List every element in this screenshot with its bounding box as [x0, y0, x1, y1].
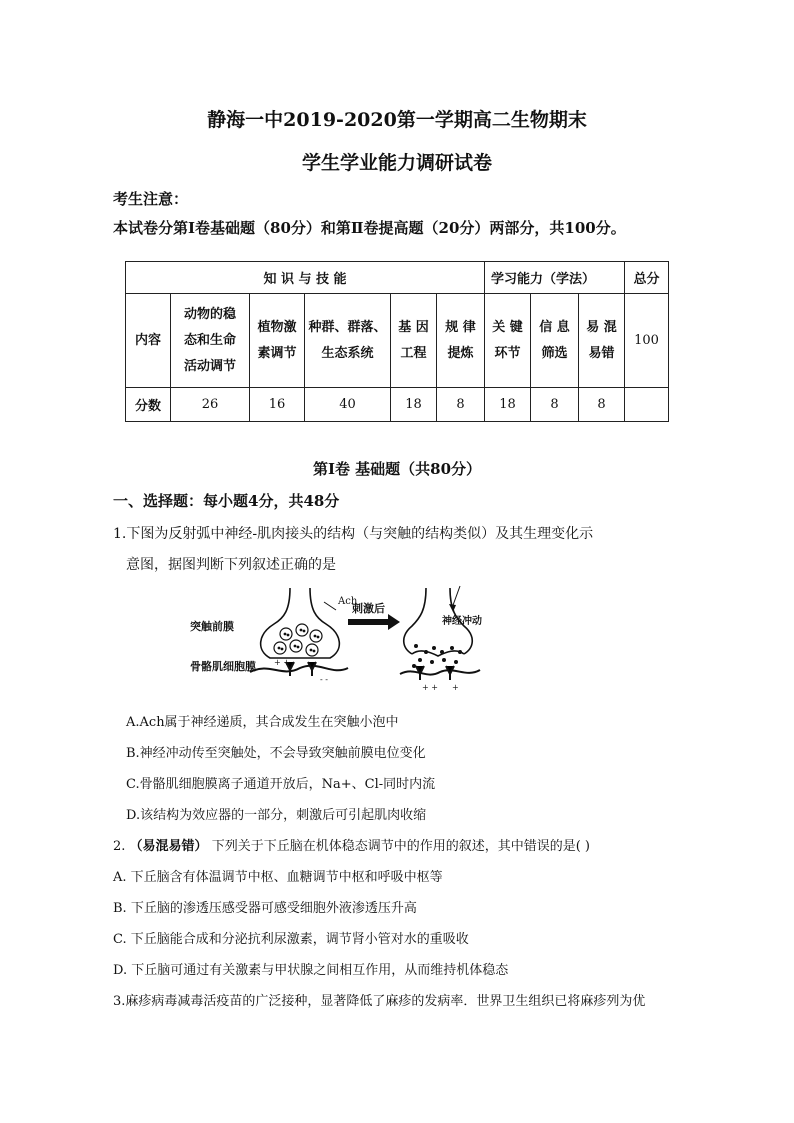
q3-stem-line1: 3.麻疹病毒减毒活疫苗的广泛接种，显著降低了麻疹的发病率．世界卫生组织已将麻疹列为优: [113, 994, 646, 1009]
col-gene-engineering: 基 因 工程: [391, 294, 437, 388]
figure-label-stimulus: 刺激后: [352, 602, 385, 615]
notice-text: 本试卷分第Ⅰ卷基础题（80分）和第Ⅱ卷提高题（20分）两部分，共100分。: [113, 219, 626, 237]
score-cell-empty: [625, 388, 669, 422]
choice-part-heading: 一、选择题：每小题4分，共48分: [113, 492, 340, 510]
section1-heading: 第Ⅰ卷 基础题（共80分）: [312, 460, 482, 478]
header-learning-ability: 学习能力（学法）: [485, 262, 625, 294]
col-ecosystem: 种群、群落、 生态系统: [305, 294, 391, 388]
exam-title-line1: 静海一中2019-2020第一学期高二生物期末: [207, 109, 587, 131]
q1-option-c: C.骨骼肌细胞膜离子通道开放后，Na+、Cl-同时内流: [126, 777, 436, 792]
score-cell: 8: [579, 388, 625, 422]
row-label-content: 内容: [126, 294, 171, 388]
exam-title-line2: 学生学业能力调研试卷: [301, 152, 492, 174]
score-cell: 8: [531, 388, 579, 422]
score-cell: 18: [485, 388, 531, 422]
q1-option-d: D.该结构为效应器的一部分，刺激后可引起肌肉收缩: [126, 808, 427, 823]
q2-option-c: C. 下丘脑能合成和分泌抗利尿激素，调节肾小管对水的重吸收: [113, 932, 469, 947]
col-pattern-extraction: 规 律 提炼: [437, 294, 485, 388]
col-plant-hormone: 植物激 素调节: [250, 294, 305, 388]
figure-label-impulse: 神经冲动: [442, 616, 482, 627]
col-confusable: 易 混 易错: [579, 294, 625, 388]
q1-stem-line1: 1.下图为反射弧中神经-肌肉接头的结构（与突触的结构类似）及其生理变化示: [113, 526, 594, 542]
row-label-score: 分数: [126, 388, 171, 422]
score-cell: 8: [437, 388, 485, 422]
figure-label-presynaptic: 突触前膜: [190, 620, 234, 633]
figure-label-muscle-membrane: 骨骼肌细胞膜: [190, 660, 256, 673]
score-distribution-table: [125, 261, 669, 422]
q2-stem: 2. （易混易错） 下列关于下丘脑在机体稳态调节中的作用的叙述，其中错误的是( ): [113, 839, 590, 854]
svg-text:+ +: + +: [422, 683, 438, 692]
svg-text:- -: - -: [320, 675, 328, 684]
q2-option-a: A. 下丘脑含有体温调节中枢、血糖调节中枢和呼吸中枢等: [113, 870, 443, 885]
notice-label: 考生注意：: [113, 190, 189, 208]
col-key-steps: 关 键 环节: [485, 294, 531, 388]
score-cell: 40: [305, 388, 391, 422]
q2-option-b: B. 下丘脑的渗透压感受器可感受细胞外液渗透压升高: [113, 901, 417, 916]
figure-label-ach: Ach: [338, 596, 358, 607]
q2-option-d: D. 下丘脑可通过有关激素与甲状腺之间相互作用，从而维持机体稳态: [113, 963, 509, 978]
score-cell: 18: [391, 388, 437, 422]
q1-option-a: A.Ach属于神经递质，其合成发生在突触小泡中: [126, 715, 399, 730]
svg-text:+: +: [452, 683, 459, 692]
total-value: 100: [625, 294, 669, 388]
q1-option-b: B.神经冲动传至突触处，不会导致突触前膜电位变化: [126, 746, 426, 761]
score-cell: 16: [250, 388, 305, 422]
q2-tag: （易混易错）: [129, 839, 208, 854]
neuromuscular-junction-figure: [190, 582, 490, 698]
svg-text:+ +: + +: [274, 658, 290, 667]
header-knowledge-skills: 知 识 与 技 能: [126, 262, 485, 294]
q1-stem-line2: 意图，据图判断下列叙述正确的是: [126, 557, 336, 573]
col-info-screening: 信 息 筛选: [531, 294, 579, 388]
score-cell: 26: [171, 388, 250, 422]
header-total: 总分: [625, 262, 669, 294]
col-animal-regulation: 动物的稳 态和生命 活动调节: [171, 294, 250, 388]
